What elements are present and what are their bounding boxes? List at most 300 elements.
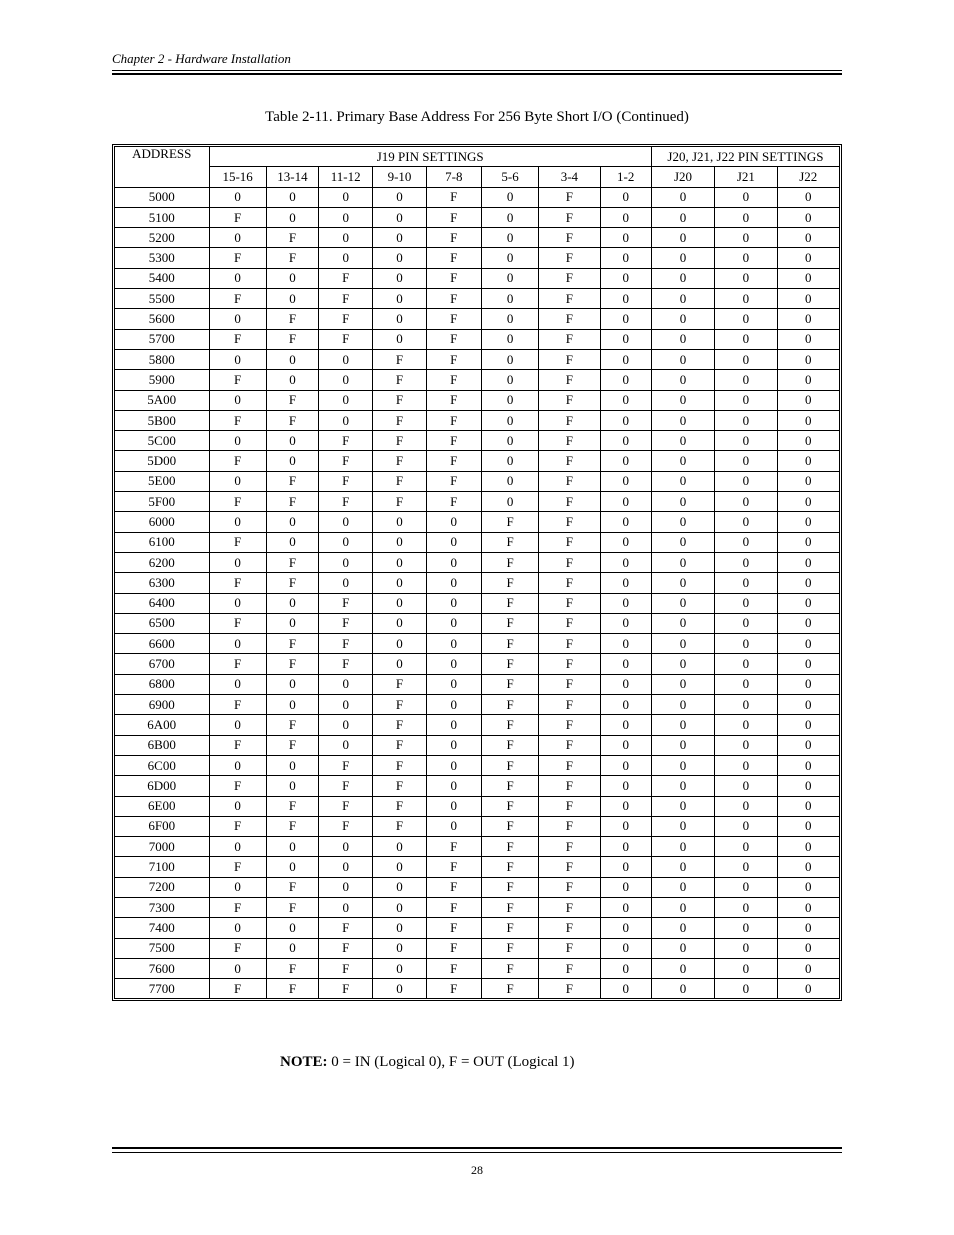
pin-setting-cell: F (266, 735, 318, 755)
pin-setting-cell: 0 (651, 613, 714, 633)
pin-setting-cell: 0 (209, 593, 266, 613)
address-cell: 5600 (115, 309, 210, 329)
note-text: 0 = IN (Logical 0), F = OUT (Logical 1) (327, 1054, 575, 1070)
pin-setting-cell: 0 (266, 755, 318, 775)
pin-setting-cell: 0 (600, 228, 651, 248)
pin-setting-cell: F (209, 492, 266, 512)
pin-setting-cell: 0 (777, 755, 839, 775)
pin-setting-cell: 0 (715, 512, 777, 532)
pin-setting-cell: 0 (373, 289, 426, 309)
pin-setting-cell: 0 (651, 431, 714, 451)
pin-setting-cell: 0 (266, 593, 318, 613)
pin-setting-cell: 0 (715, 816, 777, 836)
pin-setting-cell: 0 (715, 552, 777, 572)
address-cell: 7100 (115, 857, 210, 877)
pin-setting-cell: F (266, 410, 318, 430)
pin-setting-cell: F (481, 755, 538, 775)
pin-setting-cell: F (481, 735, 538, 755)
pin-setting-cell: 0 (209, 552, 266, 572)
pin-setting-cell: 0 (319, 695, 373, 715)
pin-setting-cell: F (539, 938, 600, 958)
pin-setting-cell: 0 (266, 532, 318, 552)
pin-setting-cell: 0 (715, 857, 777, 877)
pin-setting-cell: F (266, 877, 318, 897)
pin-setting-cell: F (209, 370, 266, 390)
pin-setting-cell: 0 (373, 593, 426, 613)
pin-setting-cell: 0 (600, 837, 651, 857)
pin-setting-cell: F (373, 390, 426, 410)
pin-setting-cell: F (426, 471, 481, 491)
pin-setting-cell: 0 (715, 654, 777, 674)
pin-setting-cell: 0 (373, 573, 426, 593)
address-cell: 5100 (115, 207, 210, 227)
table-row (115, 471, 840, 491)
pin-setting-cell: F (373, 695, 426, 715)
pin-setting-cell: F (266, 979, 318, 999)
pin-setting-cell: 0 (777, 938, 839, 958)
pin-setting-cell: F (426, 431, 481, 451)
pin-setting-cell: 0 (481, 187, 538, 207)
pin-setting-cell: 0 (319, 207, 373, 227)
table-row (115, 695, 840, 715)
pin-setting-cell: 0 (777, 349, 839, 369)
pin-setting-cell: 0 (600, 451, 651, 471)
pin-setting-cell: 0 (777, 796, 839, 816)
pin-setting-cell: F (539, 228, 600, 248)
pin-setting-cell: F (481, 695, 538, 715)
pin-setting-cell: 0 (777, 695, 839, 715)
table-frame (112, 144, 842, 1001)
address-cell: 5400 (115, 268, 210, 288)
column-header: 5-6 (481, 167, 538, 187)
pin-setting-cell: 0 (209, 918, 266, 938)
pin-setting-cell: 0 (426, 755, 481, 775)
pin-setting-cell: 0 (481, 248, 538, 268)
pin-setting-cell: 0 (600, 309, 651, 329)
pin-setting-cell: F (539, 573, 600, 593)
pin-setting-cell: F (426, 918, 481, 938)
pin-setting-cell: 0 (319, 370, 373, 390)
pin-setting-cell: 0 (426, 735, 481, 755)
pin-setting-cell: 0 (777, 613, 839, 633)
pin-setting-cell: F (481, 512, 538, 532)
pin-setting-cell: 0 (651, 918, 714, 938)
pin-setting-cell: 0 (481, 268, 538, 288)
table-row (115, 796, 840, 816)
pin-setting-cell: F (539, 349, 600, 369)
pin-setting-cell: 0 (777, 573, 839, 593)
pin-setting-cell: 0 (373, 897, 426, 917)
pin-setting-cell: 0 (715, 268, 777, 288)
pin-setting-cell: F (319, 958, 373, 978)
pin-setting-cell: 0 (373, 248, 426, 268)
pin-setting-cell: 0 (209, 837, 266, 857)
pin-setting-cell: 0 (209, 877, 266, 897)
pin-setting-cell: F (539, 268, 600, 288)
pin-setting-cell: 0 (209, 390, 266, 410)
address-cell: 5300 (115, 248, 210, 268)
pin-setting-cell: F (426, 897, 481, 917)
pin-setting-cell: 0 (600, 897, 651, 917)
pin-setting-cell: 0 (600, 207, 651, 227)
column-header: 9-10 (373, 167, 426, 187)
table-row (115, 573, 840, 593)
note-label: NOTE: (280, 1054, 328, 1070)
pin-setting-cell: 0 (715, 370, 777, 390)
pin-setting-cell: 0 (715, 897, 777, 917)
table-row (115, 410, 840, 430)
pin-setting-cell: 0 (777, 187, 839, 207)
pin-setting-cell: F (539, 431, 600, 451)
pin-setting-cell: 0 (715, 573, 777, 593)
pin-setting-cell: 0 (266, 207, 318, 227)
pin-setting-cell: 0 (651, 593, 714, 613)
pin-setting-cell: 0 (600, 370, 651, 390)
table-row (115, 938, 840, 958)
address-cell: 6100 (115, 532, 210, 552)
pin-setting-cell: 0 (715, 289, 777, 309)
pin-setting-cell: F (481, 654, 538, 674)
pin-setting-cell: F (539, 837, 600, 857)
j20-group-header: J20, J21, J22 PIN SETTINGS (651, 147, 839, 167)
pin-setting-cell: F (209, 857, 266, 877)
pin-setting-cell: 0 (319, 715, 373, 735)
pin-setting-cell: F (481, 532, 538, 552)
pin-setting-cell: F (481, 715, 538, 735)
address-cell: 6700 (115, 654, 210, 674)
pin-setting-cell: F (319, 289, 373, 309)
pin-setting-cell: F (426, 938, 481, 958)
pin-setting-cell: 0 (481, 370, 538, 390)
pin-setting-cell: F (266, 816, 318, 836)
pin-setting-cell: F (539, 755, 600, 775)
pin-setting-cell: 0 (600, 573, 651, 593)
pin-setting-cell: 0 (777, 816, 839, 836)
pin-setting-cell: 0 (715, 471, 777, 491)
page-header (112, 51, 842, 67)
pin-setting-cell: 0 (777, 735, 839, 755)
pin-setting-cell: F (209, 695, 266, 715)
table-row (115, 390, 840, 410)
pin-setting-cell: 0 (266, 512, 318, 532)
pin-setting-cell: 0 (715, 410, 777, 430)
address-cell: 5900 (115, 370, 210, 390)
pin-setting-cell: F (266, 573, 318, 593)
pin-setting-cell: 0 (651, 552, 714, 572)
pin-setting-cell: F (319, 918, 373, 938)
pin-setting-cell: 0 (600, 329, 651, 349)
pin-setting-cell: 0 (426, 796, 481, 816)
pin-setting-cell: 0 (651, 958, 714, 978)
pin-setting-cell: F (539, 654, 600, 674)
pin-setting-cell: 0 (715, 329, 777, 349)
pin-setting-cell: 0 (715, 715, 777, 735)
pin-setting-cell: 0 (600, 958, 651, 978)
pin-setting-cell: F (319, 776, 373, 796)
pin-setting-cell: 0 (777, 492, 839, 512)
address-cell: 5A00 (115, 390, 210, 410)
pin-setting-cell: 0 (266, 837, 318, 857)
pin-setting-cell: F (209, 776, 266, 796)
pin-setting-cell: 0 (209, 634, 266, 654)
pin-setting-cell: 0 (319, 857, 373, 877)
column-header: 1-2 (600, 167, 651, 187)
pin-setting-cell: F (266, 471, 318, 491)
pin-setting-cell: 0 (319, 532, 373, 552)
pin-setting-cell: F (426, 857, 481, 877)
pin-setting-cell: 0 (777, 857, 839, 877)
pin-setting-cell: F (481, 796, 538, 816)
pin-setting-cell: F (319, 755, 373, 775)
pin-setting-cell: 0 (481, 329, 538, 349)
pin-setting-cell: 0 (209, 349, 266, 369)
column-header-row (115, 167, 840, 187)
pin-setting-cell: 0 (481, 289, 538, 309)
pin-setting-cell: F (481, 958, 538, 978)
pin-setting-cell: F (426, 958, 481, 978)
pin-setting-cell: 0 (600, 532, 651, 552)
pin-setting-cell: F (539, 289, 600, 309)
pin-setting-cell: F (539, 897, 600, 917)
pin-setting-cell: F (426, 370, 481, 390)
pin-setting-cell: F (426, 877, 481, 897)
pin-setting-cell: F (539, 877, 600, 897)
pin-setting-cell: 0 (373, 512, 426, 532)
pin-setting-cell: 0 (426, 715, 481, 735)
pin-setting-cell: F (539, 735, 600, 755)
pin-setting-cell: F (209, 897, 266, 917)
pin-setting-cell: 0 (777, 918, 839, 938)
pin-setting-cell: F (539, 329, 600, 349)
address-cell: 6D00 (115, 776, 210, 796)
pin-setting-cell: 0 (600, 735, 651, 755)
pin-setting-cell: 0 (481, 390, 538, 410)
table-row (115, 837, 840, 857)
pin-setting-cell: 0 (715, 613, 777, 633)
pin-setting-cell: 0 (319, 390, 373, 410)
pin-setting-cell: 0 (777, 228, 839, 248)
pin-setting-cell: F (209, 410, 266, 430)
pin-setting-cell: 0 (715, 918, 777, 938)
header-rule-thin (112, 70, 842, 71)
table-row (115, 431, 840, 451)
pin-setting-cell: 0 (715, 695, 777, 715)
pin-setting-cell: 0 (651, 857, 714, 877)
table-row (115, 918, 840, 938)
pin-setting-cell: 0 (777, 837, 839, 857)
pin-setting-cell: F (319, 938, 373, 958)
table-row (115, 187, 840, 207)
pin-setting-cell: F (319, 613, 373, 633)
pin-setting-cell: F (539, 552, 600, 572)
chapter-title: Chapter 2 - Hardware Installation (112, 51, 291, 66)
pin-setting-cell: 0 (651, 715, 714, 735)
pin-setting-cell: 0 (651, 451, 714, 471)
pin-setting-cell: 0 (715, 228, 777, 248)
pin-setting-cell: 0 (426, 816, 481, 836)
pin-setting-cell: 0 (651, 979, 714, 999)
pin-setting-cell: F (426, 207, 481, 227)
pin-setting-cell: F (209, 532, 266, 552)
pin-setting-cell: 0 (266, 349, 318, 369)
pin-setting-cell: F (266, 248, 318, 268)
pin-setting-cell: F (539, 634, 600, 654)
pin-setting-cell: 0 (651, 228, 714, 248)
pin-setting-cell: 0 (715, 390, 777, 410)
table-row (115, 289, 840, 309)
pin-setting-cell: 0 (481, 471, 538, 491)
pin-setting-cell: 0 (266, 674, 318, 694)
pin-setting-cell: F (373, 492, 426, 512)
pin-setting-cell: 0 (266, 187, 318, 207)
address-cell: 7400 (115, 918, 210, 938)
pin-setting-cell: F (539, 410, 600, 430)
pin-setting-cell: 0 (319, 552, 373, 572)
table-row (115, 979, 840, 999)
table-row (115, 532, 840, 552)
pin-setting-cell: 0 (266, 857, 318, 877)
pin-setting-cell: 0 (777, 979, 839, 999)
pin-setting-cell: F (426, 289, 481, 309)
pin-setting-cell: 0 (651, 248, 714, 268)
table-row (115, 674, 840, 694)
pin-setting-cell: 0 (319, 512, 373, 532)
address-cell: 7200 (115, 877, 210, 897)
address-cell: 7700 (115, 979, 210, 999)
pin-setting-cell: 0 (426, 532, 481, 552)
pin-setting-cell: F (266, 796, 318, 816)
table-row (115, 897, 840, 917)
pin-setting-cell: F (426, 979, 481, 999)
pin-setting-cell: 0 (651, 187, 714, 207)
pin-setting-cell: F (539, 816, 600, 836)
table-row (115, 958, 840, 978)
pin-setting-cell: 0 (715, 958, 777, 978)
pin-setting-cell: 0 (777, 776, 839, 796)
pin-setting-cell: 0 (209, 228, 266, 248)
pin-setting-cell: 0 (715, 207, 777, 227)
pin-setting-cell: 0 (600, 431, 651, 451)
pin-setting-cell: F (319, 593, 373, 613)
address-cell: 5000 (115, 187, 210, 207)
table-row (115, 207, 840, 227)
pin-setting-cell: 0 (266, 268, 318, 288)
pin-setting-cell: 0 (266, 451, 318, 471)
pin-setting-cell: 0 (209, 431, 266, 451)
pin-setting-cell: F (426, 248, 481, 268)
pin-setting-cell: F (209, 613, 266, 633)
pin-setting-cell: 0 (600, 877, 651, 897)
pin-setting-cell: 0 (777, 309, 839, 329)
pin-setting-cell: 0 (600, 857, 651, 877)
pin-setting-cell: F (319, 796, 373, 816)
pin-setting-cell: 0 (600, 289, 651, 309)
pin-setting-cell: 0 (373, 532, 426, 552)
pin-setting-cell: 0 (651, 329, 714, 349)
pin-setting-cell: 0 (373, 918, 426, 938)
pin-setting-cell: 0 (600, 187, 651, 207)
pin-setting-cell: 0 (777, 471, 839, 491)
pin-setting-cell: 0 (651, 654, 714, 674)
pin-setting-cell: F (319, 309, 373, 329)
pin-setting-cell: 0 (426, 573, 481, 593)
column-header: 11-12 (319, 167, 373, 187)
note (280, 1053, 575, 1071)
pin-setting-cell: 0 (426, 654, 481, 674)
address-cell: 6F00 (115, 816, 210, 836)
pin-setting-cell: 0 (651, 755, 714, 775)
pin-setting-cell: F (539, 512, 600, 532)
pin-setting-cell: 0 (600, 776, 651, 796)
address-cell: 6000 (115, 512, 210, 532)
table-row (115, 329, 840, 349)
pin-setting-cell: F (481, 634, 538, 654)
pin-setting-cell: F (266, 634, 318, 654)
table-row (115, 776, 840, 796)
pin-setting-cell: 0 (600, 512, 651, 532)
pin-setting-cell: 0 (373, 228, 426, 248)
address-cell: 7000 (115, 837, 210, 857)
pin-setting-cell: 0 (319, 837, 373, 857)
pin-setting-cell: F (209, 289, 266, 309)
table-row (115, 228, 840, 248)
pin-setting-cell: 0 (715, 532, 777, 552)
table-title: Table 2-11. Primary Base Address For 256 Byte Short I/O (Continued) (265, 109, 689, 125)
address-cell: 5200 (115, 228, 210, 248)
pin-setting-cell: F (426, 309, 481, 329)
pin-setting-cell: F (539, 248, 600, 268)
address-cell: 5E00 (115, 471, 210, 491)
table-row (115, 268, 840, 288)
address-cell: 5D00 (115, 451, 210, 471)
pin-setting-cell: F (481, 593, 538, 613)
pin-setting-cell: 0 (319, 349, 373, 369)
pin-setting-cell: F (209, 573, 266, 593)
pin-setting-cell: 0 (777, 715, 839, 735)
pin-setting-cell: 0 (600, 613, 651, 633)
pin-setting-cell: 0 (373, 207, 426, 227)
pin-setting-cell: 0 (777, 370, 839, 390)
table-row (115, 248, 840, 268)
pin-setting-cell: F (266, 228, 318, 248)
pin-setting-cell: F (373, 715, 426, 735)
pin-setting-cell: F (481, 816, 538, 836)
pin-setting-cell: 0 (373, 309, 426, 329)
pin-setting-cell: F (319, 451, 373, 471)
pin-setting-cell: F (426, 451, 481, 471)
pin-setting-cell: 0 (209, 958, 266, 978)
pin-setting-cell: 0 (266, 613, 318, 633)
pin-setting-cell: 0 (266, 918, 318, 938)
header-rule-thick (112, 73, 842, 75)
pin-setting-cell: 0 (209, 268, 266, 288)
pin-setting-cell: 0 (481, 207, 538, 227)
pin-setting-cell: F (209, 979, 266, 999)
pin-setting-cell: 0 (777, 674, 839, 694)
pin-setting-cell: 0 (373, 857, 426, 877)
table-row (115, 512, 840, 532)
pin-setting-cell: 0 (777, 248, 839, 268)
pin-setting-cell: F (539, 796, 600, 816)
pin-setting-cell: 0 (319, 410, 373, 430)
pin-setting-cell: F (373, 410, 426, 430)
pin-setting-cell: 0 (715, 877, 777, 897)
table-row (115, 593, 840, 613)
pin-setting-cell: 0 (481, 451, 538, 471)
pin-setting-cell: F (481, 552, 538, 572)
pin-setting-cell: F (481, 857, 538, 877)
pin-setting-cell: 0 (426, 552, 481, 572)
